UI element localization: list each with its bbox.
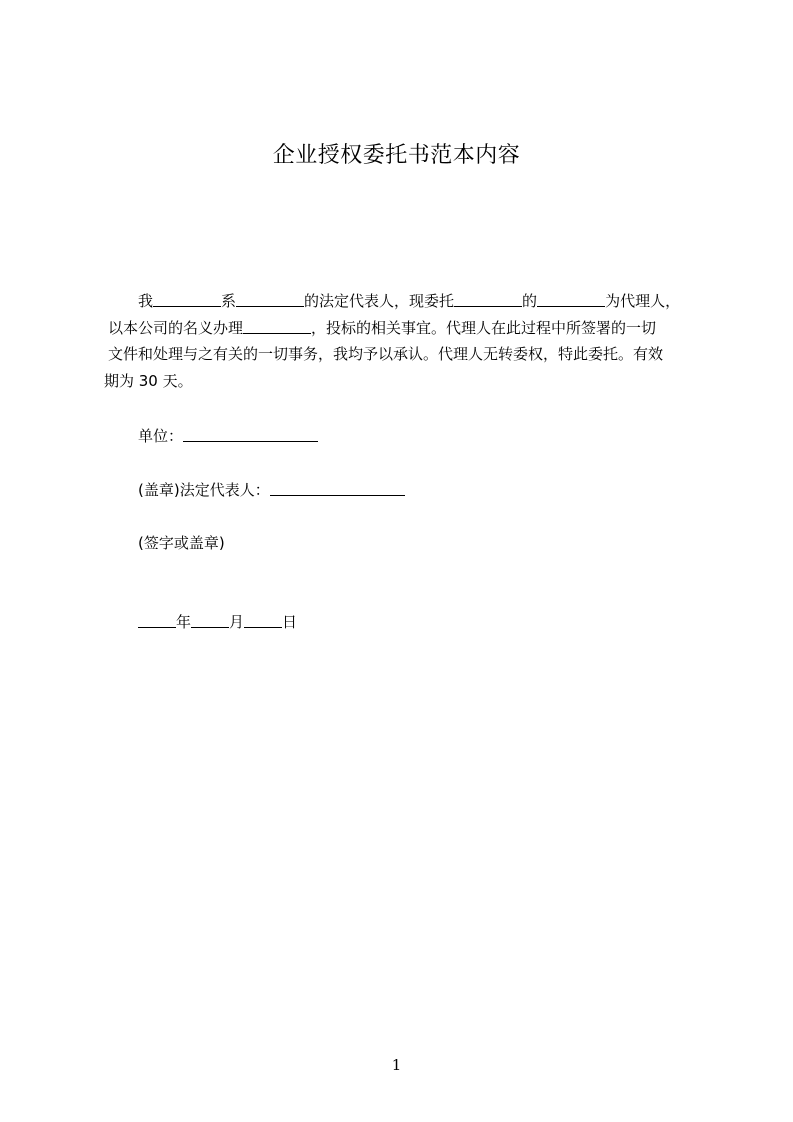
legal-rep-label: (盖章)法定代表人：: [138, 481, 270, 499]
blank-delegate-unit: [454, 290, 522, 307]
blank-project-name: [243, 317, 311, 334]
blank-principal-name: [153, 290, 221, 307]
body-segment-wo: 我: [138, 292, 154, 310]
body-line-3: 文件和处理与之有关的一切事务，我均予以承认。代理人无转委权，特此委托。有效: [108, 345, 664, 363]
body-line-2: [104, 315, 719, 342]
legal-rep-blank: [270, 479, 405, 496]
signature-note: (签字或盖章): [138, 534, 225, 552]
legal-rep-field: [138, 479, 405, 501]
page-number: 1: [391, 1056, 402, 1074]
year-blank: [138, 611, 176, 628]
body-segment-bidding: ，投标的相关事宜。代理人在此过程中所签署的一切: [311, 318, 657, 337]
authorization-body: [104, 288, 719, 394]
date-day-label: 日: [282, 613, 298, 631]
body-segment-de: 的: [522, 292, 538, 310]
body-line-4: 期为 30 天。: [104, 371, 193, 390]
unit-field: [138, 425, 318, 447]
date-year-label: 年: [176, 613, 192, 631]
blank-agent-name: [537, 290, 605, 307]
body-segment-legal-rep: 的法定代表人，现委托: [304, 292, 455, 310]
document-title: 企业授权委托书范本内容: [272, 143, 521, 168]
body-segment-agent: 为代理人，: [605, 292, 681, 310]
unit-blank: [183, 425, 318, 442]
unit-label: 单位：: [138, 427, 184, 445]
blank-company-name: [236, 290, 304, 307]
body-segment-xi: 系: [221, 292, 237, 310]
body-segment-company: 以本公司的名义办理: [108, 318, 244, 337]
date-month-label: 月: [229, 613, 245, 631]
date-field: [138, 611, 297, 633]
body-line-1: [104, 288, 719, 315]
day-blank: [244, 611, 282, 628]
month-blank: [191, 611, 229, 628]
